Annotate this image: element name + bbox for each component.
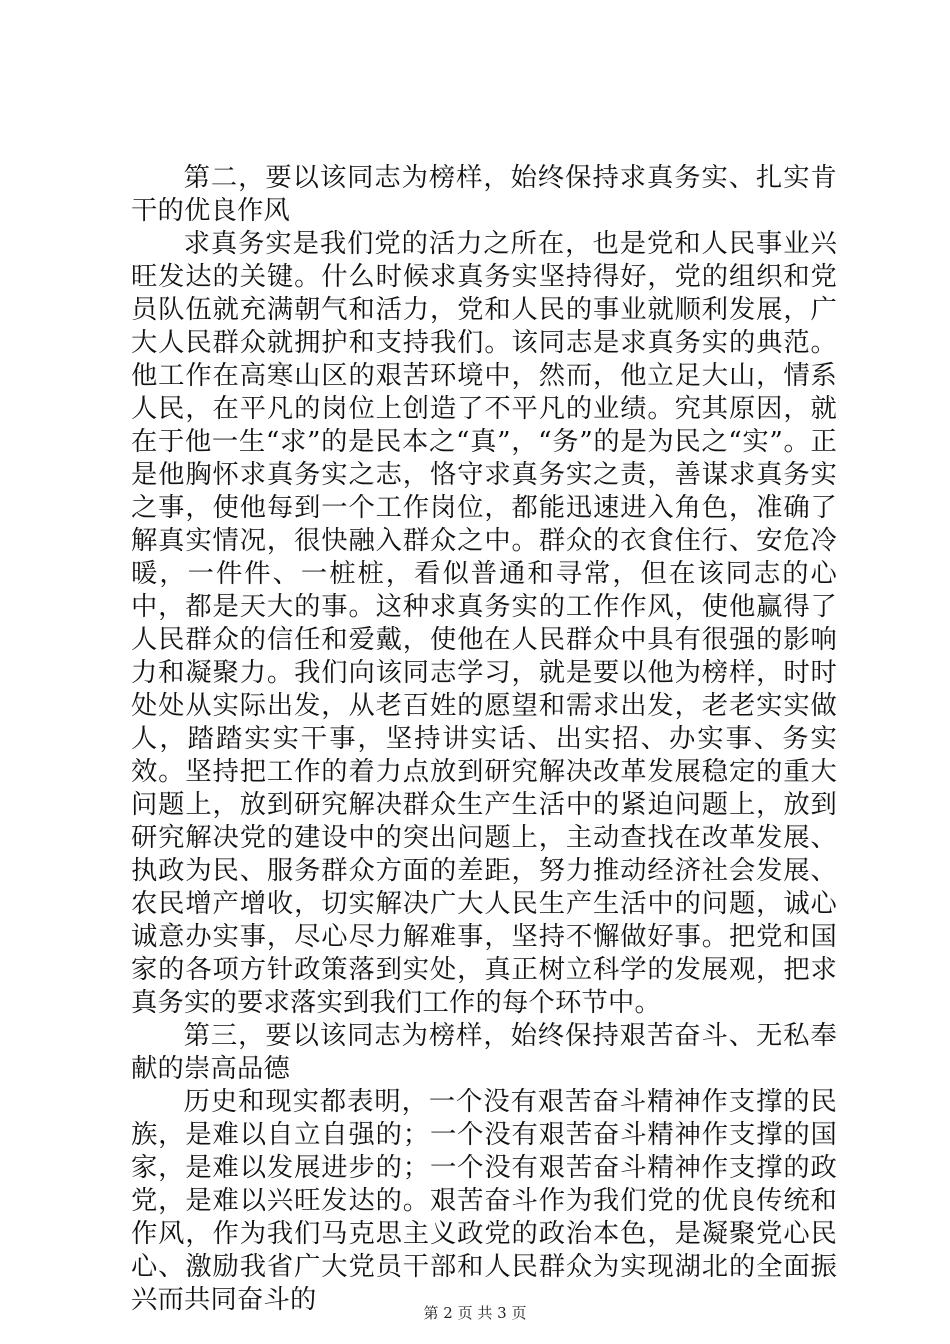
document-body — [131, 162, 837, 1317]
body-paragraph: 历史和现实都表明，一个没有艰苦奋斗精神作支撑的民族，是难以自立自强的；一个没有艰苦奋斗精神作支撑的国家，是难以发展进步的；一个没有艰苦奋斗精神作支撑的政党，是难以兴旺发达的。艰苦奋斗作为我们党的优良传统和作风，作为我们马克思主义政党的政治本色，是凝聚党心民心、激励我省广大党员干部和人民群众为实现湖北的全面振兴而共同奋斗的 — [131, 1087, 837, 1315]
body-paragraph: 求真务实是我们党的活力之所在，也是党和人民事业兴旺发达的关键。什么时候求真务实坚持得好，党的组织和党员队伍就充满朝气和活力，党和人民的事业就顺利发展，广大人民群众就拥护和支持我们。该同志是求真务实的典范。他工作在高寒山区的艰苦环境中，然而，他立足大山，情系人民，在平凡的岗位上创造了不平凡的业绩。究其原因，就在于他一生“求”的是民本之“真”，“务”的是为民之“实”。正是他胸怀求真务实之志，恪守求真务实之责，善谋求真务实之事，使他每到一个工作岗位，都能迅速进入角色，准确了解真实情况，很快融入群众之中。群众的衣食住行、安危冷暖，一件件、一桩桩，看似普通和寻常，但在该同志的心中，都是天大的事。这种求真务实的工作作风，使他赢得了人民群众的信任和爱戴，使他在人民群众中具有很强的影响力和凝聚力。我们向该同志学习，就是要以他为榜样，时时处处从实际出发，从老百姓的愿望和需求出发，老老实实做人，踏踏实实干事，坚持讲实话、出实招、办实事、务实效。坚持把工作的着力点放到研究解决改革发展稳定的重大问题上，放到研究解决群众生产生活中的紧迫问题上，放到研究解决党的建设中的突出问题上，主动查找在改革发展、执政为民、服务群众方面的差距，努力推动经济社会发展、农民增产增收，切实解决广大人民生产生活中的问题，诚心诚意办实事，尽心尽力解难事，坚持不懈做好事。把党和国家的各项方针政策落到实处，真正树立科学的发展观，把求真务实的要求落实到我们工作的每个环节中。 — [131, 229, 837, 1018]
section-heading-second: 第二，要以该同志为榜样，始终保持求真务实、扎实肯干的优良作风 — [131, 163, 837, 226]
page-number-footer: 第 2 页 共 3 页 — [423, 1304, 527, 1322]
section-heading-third: 第三，要以该同志为榜样，始终保持艰苦奋斗、无私奉献的崇高品德 — [131, 1021, 837, 1084]
